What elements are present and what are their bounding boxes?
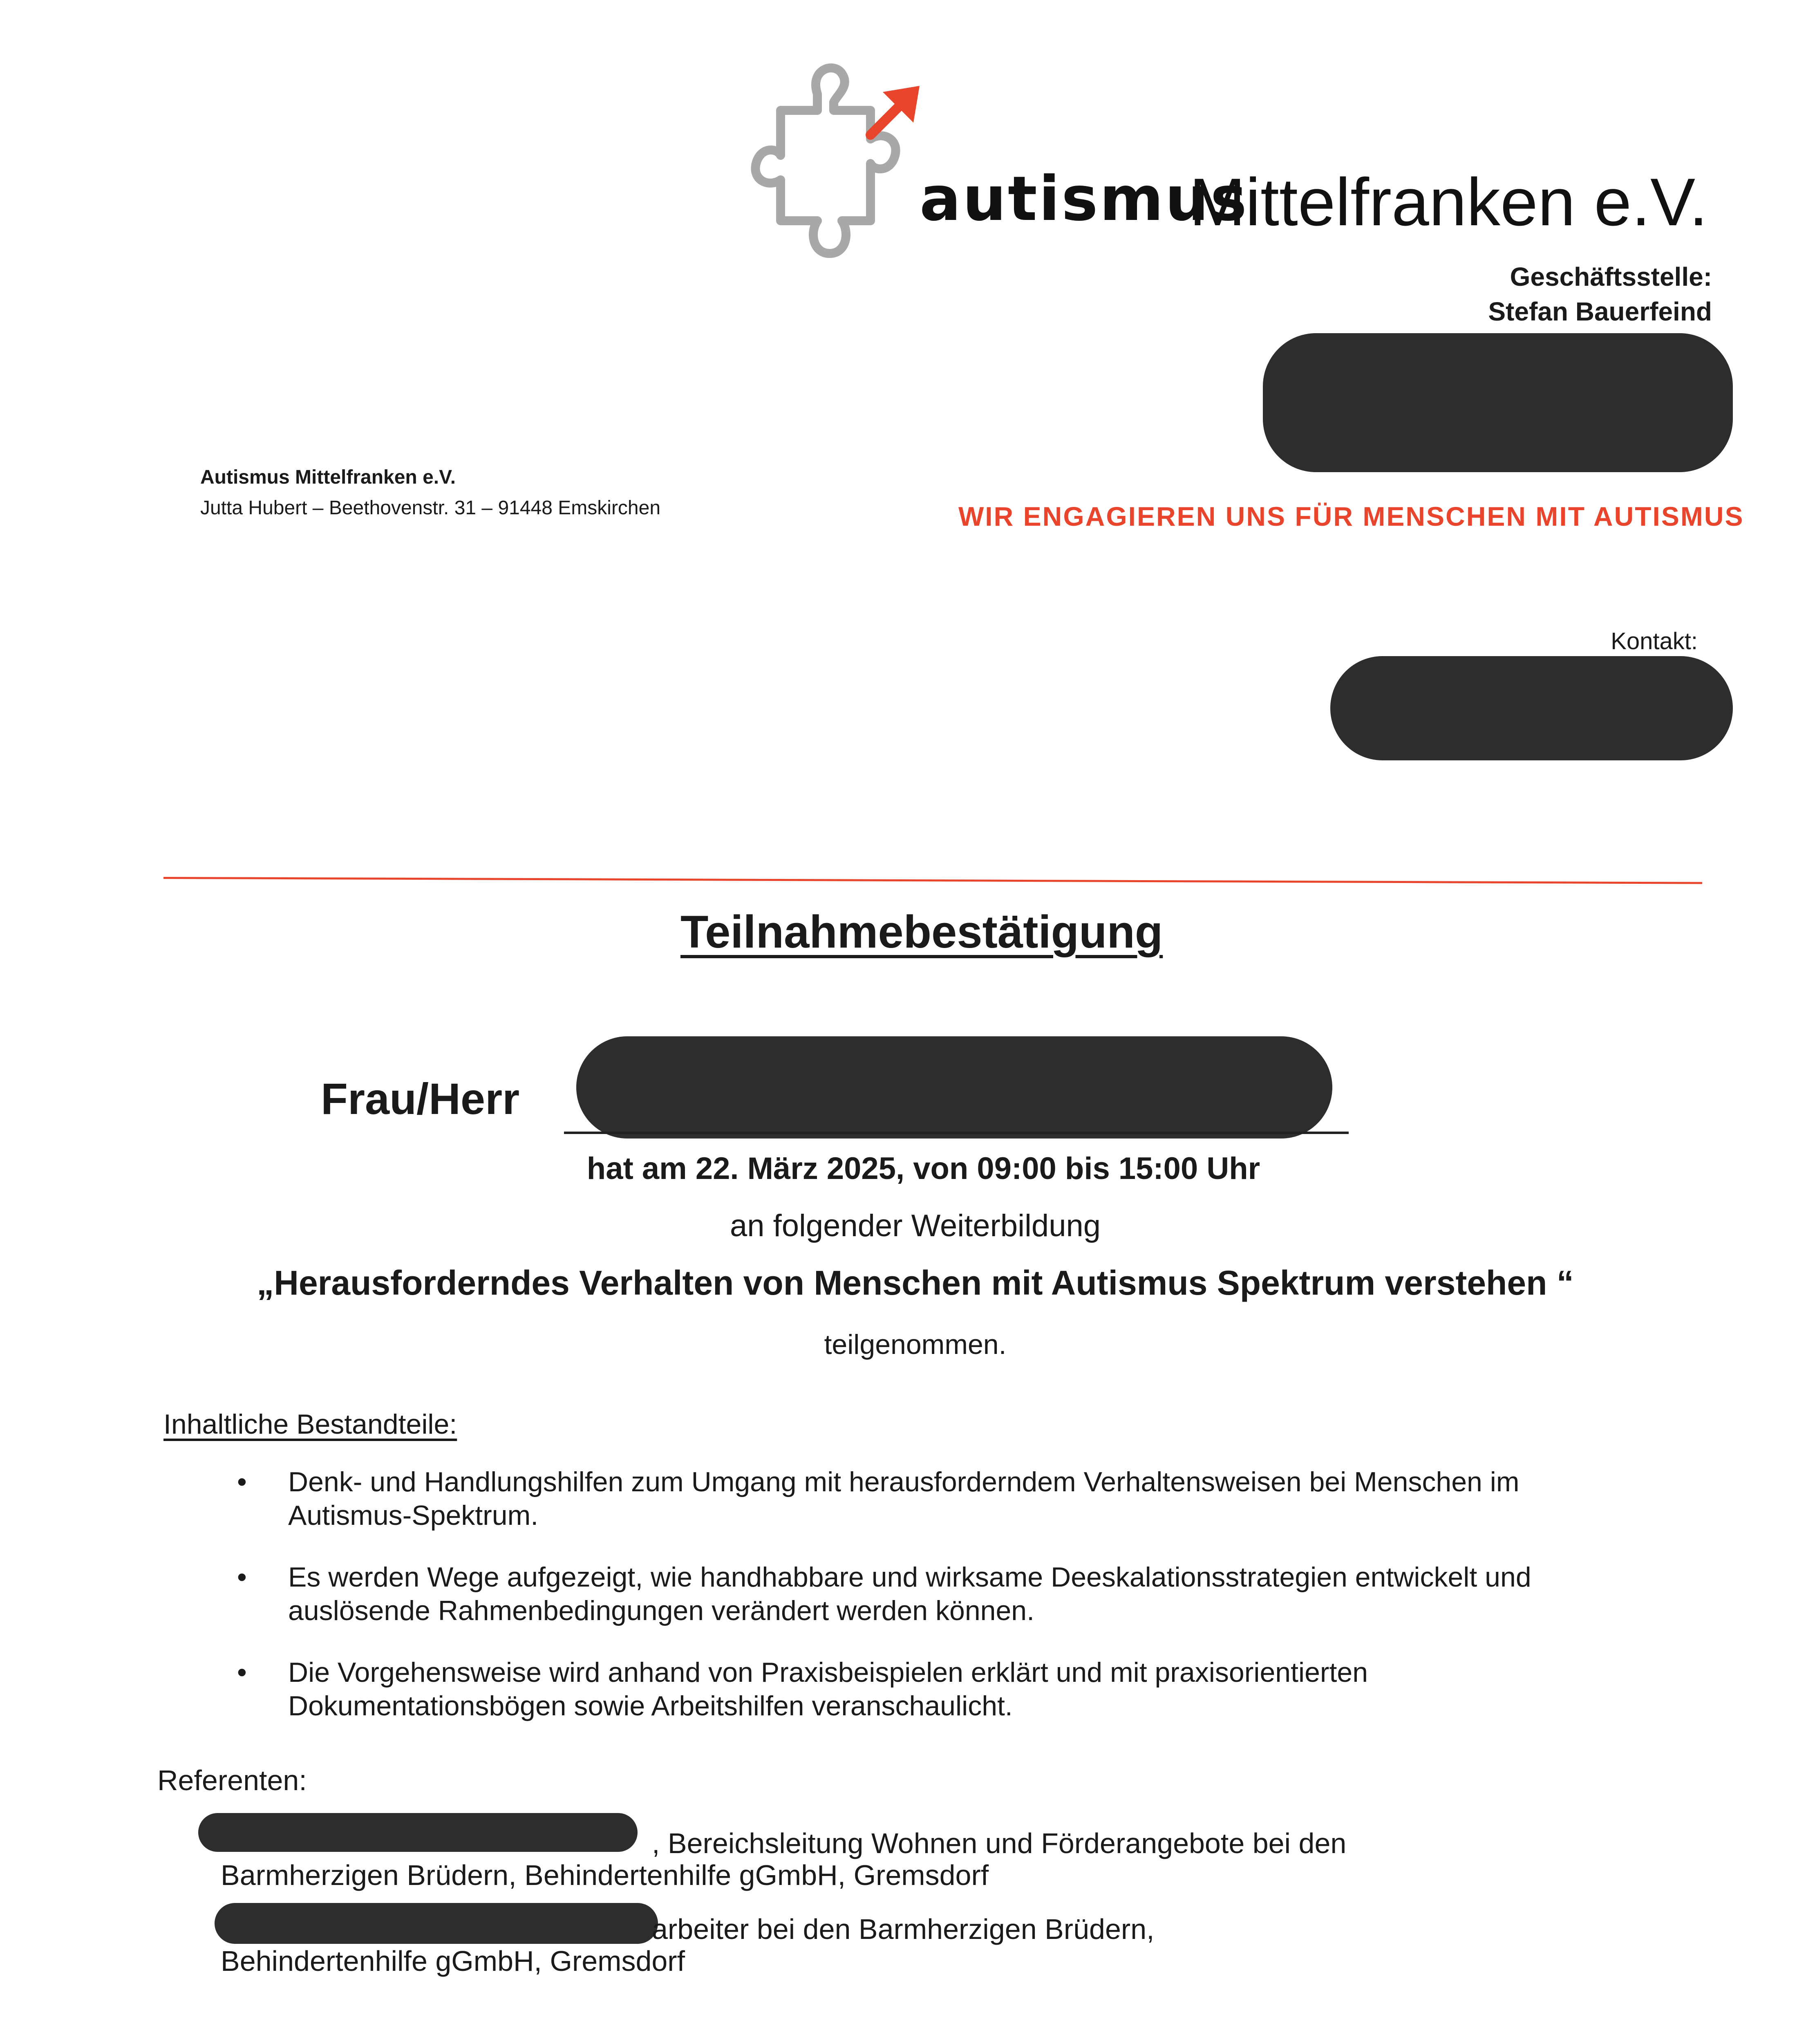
salutation: Frau/Herr	[321, 1074, 520, 1123]
speaker-1	[221, 1827, 1447, 1892]
contents-heading: Inhaltliche Bestandteile:	[163, 1409, 457, 1440]
speaker-2-org: Behindertenhilfe gGmbH, Gremsdorf	[221, 1945, 685, 1977]
sender-address: Jutta Hubert – Beethovenstr. 31 – 91448 Emskirchen	[200, 497, 661, 519]
speaker-2-role: arbeiter bei den Barmherzigen Brüdern,	[652, 1913, 1155, 1945]
course-title: „Herausforderndes Verhalten von Menschen mit Autismus Spektrum verstehen “	[257, 1264, 1574, 1302]
brand-word: autismus	[920, 164, 1249, 235]
office-label: Geschäftsstelle:	[1510, 262, 1712, 291]
slogan: WIR ENGAGIEREN UNS FÜR MENSCHEN MIT AUTISMUS	[958, 501, 1744, 531]
redaction-contact	[1330, 656, 1733, 760]
arrow-up-right-icon	[871, 86, 920, 135]
speaker-2	[221, 1913, 1447, 1977]
divider-line	[163, 877, 1702, 884]
name-underline	[564, 1132, 1349, 1134]
speaker-1-org: Barmherzigen Brüdern, Behindertenhilfe gGmbH, Gremsdorf	[221, 1859, 989, 1892]
list-item: • Es werden Wege aufgezeigt, wie handhabbare und wirksame Deeskalationsstrategien entwickelt und auslösende Rahmenbedingungen verändert werden können.	[229, 1561, 1639, 1627]
sender-name: Autismus Mittelfranken e.V.	[200, 466, 456, 488]
speaker-1-role: , Bereichsleitung Wohnen und Förderangebote bei den	[652, 1827, 1347, 1859]
speakers-label: Referenten:	[157, 1764, 307, 1796]
course-date: hat am 22. März 2025, von 09:00 bis 15:00 Uhr	[586, 1151, 1260, 1186]
office-name: Stefan Bauerfeind	[1488, 297, 1712, 326]
redaction-office-address	[1263, 333, 1733, 472]
list-item: • Die Vorgehensweise wird anhand von Praxisbeispielen erklärt und mit praxisorientierten Dokumentationsbögen sowie Arbeitshilfen veranschaulicht.	[229, 1656, 1639, 1723]
brand-name: Mittelfranken e.V.	[1189, 164, 1708, 240]
document-title: Teilnahmebestätigung	[680, 906, 1163, 957]
contact-label: Kontakt:	[1611, 628, 1698, 654]
course-intro: an folgender Weiterbildung	[730, 1208, 1101, 1243]
puzzle-piece-icon	[748, 57, 928, 294]
contents-list	[229, 1466, 1639, 1752]
took-part-text: teilgenommen.	[824, 1329, 1007, 1360]
list-item: • Denk- und Handlungshilfen zum Umgang mit herausforderndem Verhaltensweisen bei Menschen im Autismus-Spektrum.	[229, 1466, 1639, 1532]
redaction-participant-name	[576, 1036, 1332, 1139]
